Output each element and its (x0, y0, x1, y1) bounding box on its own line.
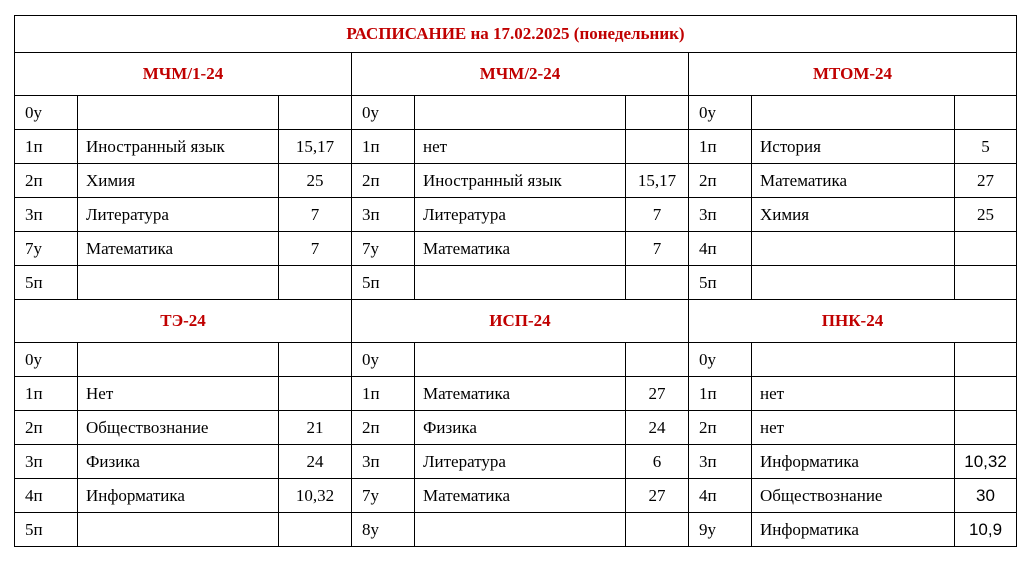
room-cell (955, 96, 1017, 130)
room-cell: 21 (279, 411, 352, 445)
lesson-slot: 0у (352, 343, 415, 377)
subject-cell: Информатика (752, 513, 955, 547)
lesson-slot: 8у (352, 513, 415, 547)
room-cell (955, 377, 1017, 411)
subject-cell (78, 96, 279, 130)
room-cell: 15,17 (626, 164, 689, 198)
room-cell: 24 (279, 445, 352, 479)
group-name: МЧМ/2-24 (352, 53, 689, 96)
table-row (15, 445, 1017, 479)
subject-cell: Физика (78, 445, 279, 479)
group-name: МЧМ/1-24 (15, 53, 352, 96)
room-cell: 24 (626, 411, 689, 445)
subject-cell (752, 343, 955, 377)
table-row (15, 232, 1017, 266)
group-name: ПНК-24 (689, 300, 1017, 343)
table-row (15, 343, 1017, 377)
subject-cell (78, 343, 279, 377)
room-cell (955, 266, 1017, 300)
subject-cell: нет (415, 130, 626, 164)
room-cell: 10,32 (955, 445, 1017, 479)
group-name: ИСП-24 (352, 300, 689, 343)
lesson-slot: 1п (689, 377, 752, 411)
table-row (15, 377, 1017, 411)
room-cell (955, 411, 1017, 445)
room-cell: 27 (626, 377, 689, 411)
table-row (15, 164, 1017, 198)
room-cell: 27 (955, 164, 1017, 198)
room-cell (955, 343, 1017, 377)
room-cell: 10,9 (955, 513, 1017, 547)
group-name: ТЭ-24 (15, 300, 352, 343)
room-cell: 6 (626, 445, 689, 479)
lesson-slot: 3п (15, 198, 78, 232)
subject-cell: Иностранный язык (415, 164, 626, 198)
subject-cell (752, 96, 955, 130)
room-cell (279, 377, 352, 411)
room-cell (279, 96, 352, 130)
lesson-slot: 2п (689, 164, 752, 198)
subject-cell: Литература (78, 198, 279, 232)
room-cell (626, 343, 689, 377)
group-name: МТОМ-24 (689, 53, 1017, 96)
room-cell (626, 130, 689, 164)
room-cell: 25 (279, 164, 352, 198)
lesson-slot: 3п (352, 198, 415, 232)
room-cell (279, 343, 352, 377)
room-cell (279, 266, 352, 300)
room-cell (279, 513, 352, 547)
lesson-slot: 4п (689, 479, 752, 513)
lesson-slot: 3п (352, 445, 415, 479)
subject-cell: Математика (78, 232, 279, 266)
subject-cell: нет (752, 377, 955, 411)
room-cell (626, 96, 689, 130)
lesson-slot: 2п (352, 164, 415, 198)
schedule-table (14, 15, 1017, 547)
subject-cell: Математика (415, 377, 626, 411)
lesson-slot: 3п (689, 445, 752, 479)
lesson-slot: 3п (689, 198, 752, 232)
subject-cell: Литература (415, 198, 626, 232)
subject-cell (415, 266, 626, 300)
table-row (15, 130, 1017, 164)
lesson-slot: 5п (15, 513, 78, 547)
room-cell: 7 (279, 198, 352, 232)
room-cell: 7 (279, 232, 352, 266)
room-cell: 7 (626, 232, 689, 266)
lesson-slot: 3п (15, 445, 78, 479)
lesson-slot: 1п (15, 377, 78, 411)
lesson-slot: 1п (15, 130, 78, 164)
room-cell: 15,17 (279, 130, 352, 164)
subject-cell (78, 513, 279, 547)
lesson-slot: 0у (15, 343, 78, 377)
lesson-slot: 9у (689, 513, 752, 547)
subject-cell: нет (752, 411, 955, 445)
lesson-slot: 7у (15, 232, 78, 266)
schedule-title: РАСПИСАНИЕ на 17.02.2025 (понедельник) (15, 16, 1017, 53)
subject-cell: Нет (78, 377, 279, 411)
subject-cell: История (752, 130, 955, 164)
subject-cell: Математика (752, 164, 955, 198)
table-row (15, 96, 1017, 130)
lesson-slot: 7у (352, 232, 415, 266)
room-cell: 25 (955, 198, 1017, 232)
subject-cell: Обществознание (752, 479, 955, 513)
subject-cell (752, 232, 955, 266)
group-header-row (15, 53, 1017, 96)
lesson-slot: 4п (15, 479, 78, 513)
subject-cell (415, 96, 626, 130)
lesson-slot: 4п (689, 232, 752, 266)
lesson-slot: 2п (352, 411, 415, 445)
subject-cell: Литература (415, 445, 626, 479)
subject-cell (415, 343, 626, 377)
room-cell (955, 232, 1017, 266)
lesson-slot: 2п (689, 411, 752, 445)
room-cell (626, 513, 689, 547)
table-row (15, 411, 1017, 445)
subject-cell: Физика (415, 411, 626, 445)
room-cell: 27 (626, 479, 689, 513)
lesson-slot: 0у (352, 96, 415, 130)
room-cell (626, 266, 689, 300)
room-cell: 30 (955, 479, 1017, 513)
subject-cell: Математика (415, 479, 626, 513)
subject-cell: Химия (78, 164, 279, 198)
lesson-slot: 0у (15, 96, 78, 130)
lesson-slot: 5п (15, 266, 78, 300)
lesson-slot: 2п (15, 411, 78, 445)
table-row (15, 266, 1017, 300)
lesson-slot: 1п (352, 130, 415, 164)
table-row (15, 479, 1017, 513)
lesson-slot: 7у (352, 479, 415, 513)
lesson-slot: 5п (352, 266, 415, 300)
room-cell: 10,32 (279, 479, 352, 513)
lesson-slot: 1п (689, 130, 752, 164)
lesson-slot: 0у (689, 96, 752, 130)
subject-cell: Иностранный язык (78, 130, 279, 164)
subject-cell: Химия (752, 198, 955, 232)
table-row (15, 198, 1017, 232)
group-header-row (15, 300, 1017, 343)
lesson-slot: 0у (689, 343, 752, 377)
table-row (15, 513, 1017, 547)
subject-cell: Информатика (78, 479, 279, 513)
subject-cell (78, 266, 279, 300)
lesson-slot: 1п (352, 377, 415, 411)
subject-cell: Информатика (752, 445, 955, 479)
subject-cell: Математика (415, 232, 626, 266)
subject-cell (415, 513, 626, 547)
lesson-slot: 5п (689, 266, 752, 300)
subject-cell: Обществознание (78, 411, 279, 445)
lesson-slot: 2п (15, 164, 78, 198)
subject-cell (752, 266, 955, 300)
room-cell: 7 (626, 198, 689, 232)
room-cell: 5 (955, 130, 1017, 164)
